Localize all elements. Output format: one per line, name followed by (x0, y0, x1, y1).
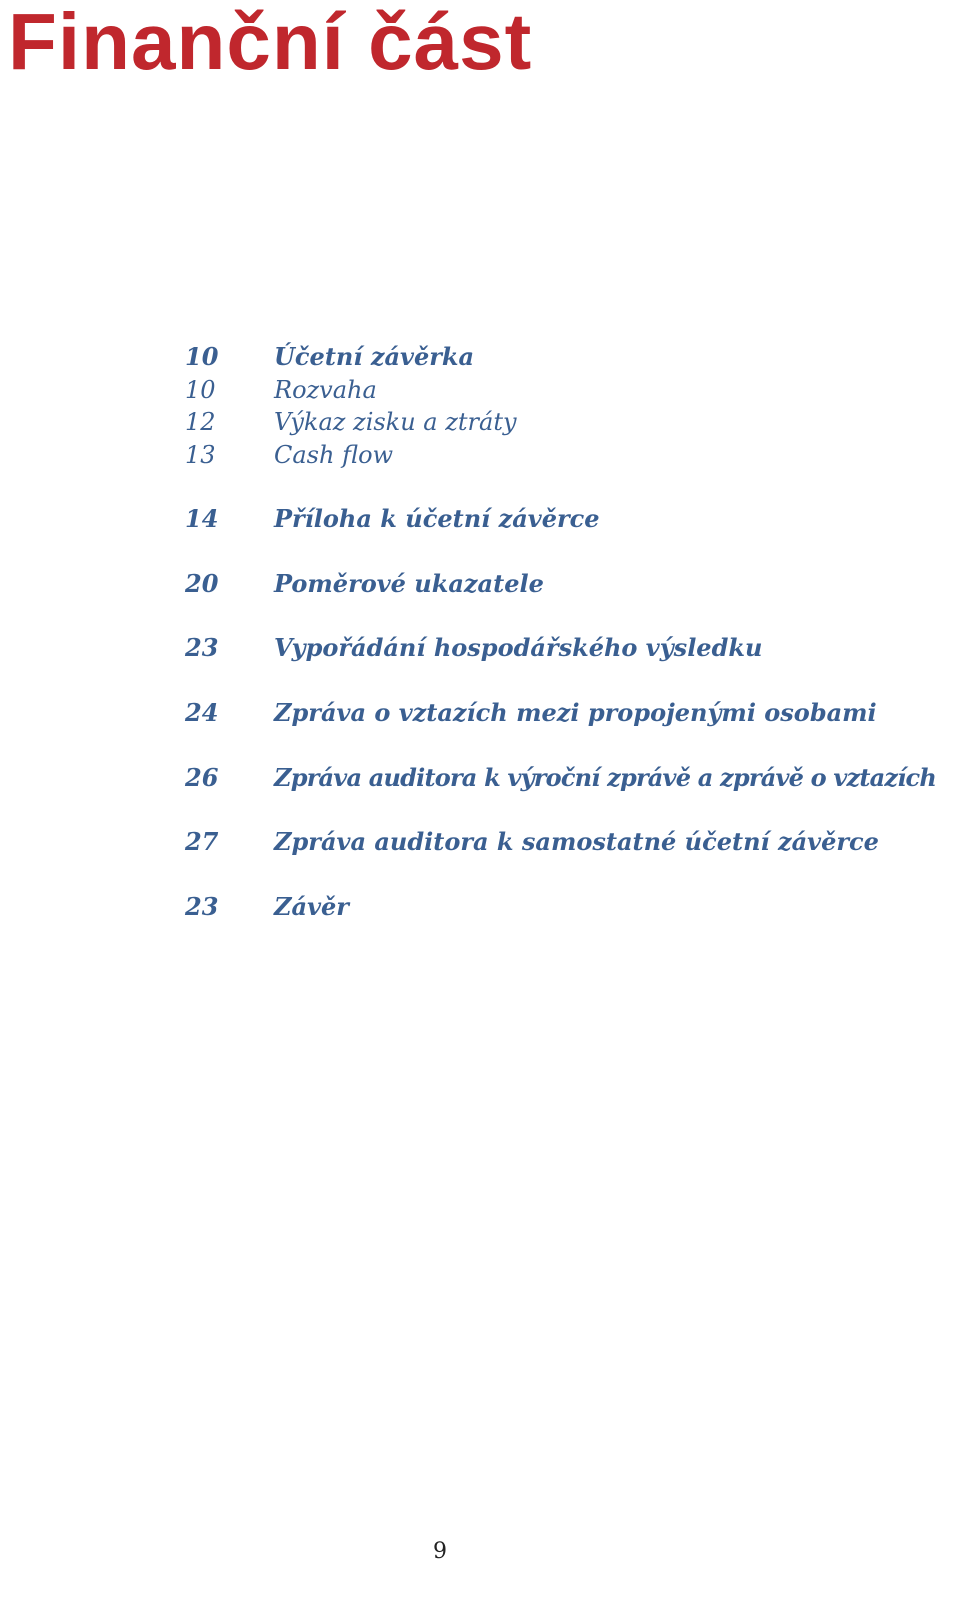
toc-item-page-number: 12 (185, 408, 216, 436)
toc-item-label: Příloha k účetní závěrce (274, 504, 600, 533)
toc-item-vykaz-zisku[interactable] (0, 406, 960, 438)
toc-item-page-number: 20 (185, 569, 219, 598)
toc-item-label: Cash flow (274, 441, 394, 469)
toc-item-priloha[interactable] (0, 503, 960, 535)
toc-item-zprava-auditora-samostatne[interactable] (0, 826, 960, 858)
toc-item-label: Zpráva auditora k samostatné účetní závěrce (274, 827, 879, 856)
toc-item-vyporadani[interactable] (0, 632, 960, 664)
toc-item-page-number: 13 (185, 441, 216, 469)
toc-item-ucetni-zaverka[interactable] (0, 341, 960, 373)
toc-item-page-number: 23 (185, 892, 219, 921)
toc-item-page-number: 26 (185, 763, 219, 792)
toc-item-page-number: 27 (185, 827, 219, 856)
toc-item-page-number: 10 (185, 342, 219, 371)
toc-item-page-number: 23 (185, 633, 219, 662)
toc-item-pomerove-ukazatele[interactable] (0, 568, 960, 600)
toc-item-label: Rozvaha (274, 376, 377, 404)
toc-item-label: Vypořádání hospodářského výsledku (274, 633, 763, 662)
toc-item-label: Účetní závěrka (274, 342, 475, 371)
toc-item-label: Zpráva auditora k výroční zprávě a zprávě o vztazích (274, 763, 936, 792)
toc-item-zprava-auditora-vyrocni[interactable] (0, 762, 960, 794)
page-number: 9 (433, 1539, 447, 1564)
toc-item-cash-flow[interactable] (0, 439, 960, 471)
toc-item-page-number: 24 (185, 698, 219, 727)
toc-item-label: Výkaz zisku a ztráty (274, 408, 517, 436)
toc-item-zprava-o-vztazich[interactable] (0, 697, 960, 729)
toc-item-label: Poměrové ukazatele (274, 569, 544, 598)
toc-item-zaver[interactable] (0, 891, 960, 923)
toc-item-page-number: 14 (185, 504, 219, 533)
toc-item-page-number: 10 (185, 376, 216, 404)
toc-item-rozvaha[interactable] (0, 374, 960, 406)
page-title: Finanční část (8, 0, 533, 86)
toc-item-label: Závěr (274, 892, 349, 921)
toc-item-label: Zpráva o vztazích mezi propojenými osobami (274, 698, 877, 727)
